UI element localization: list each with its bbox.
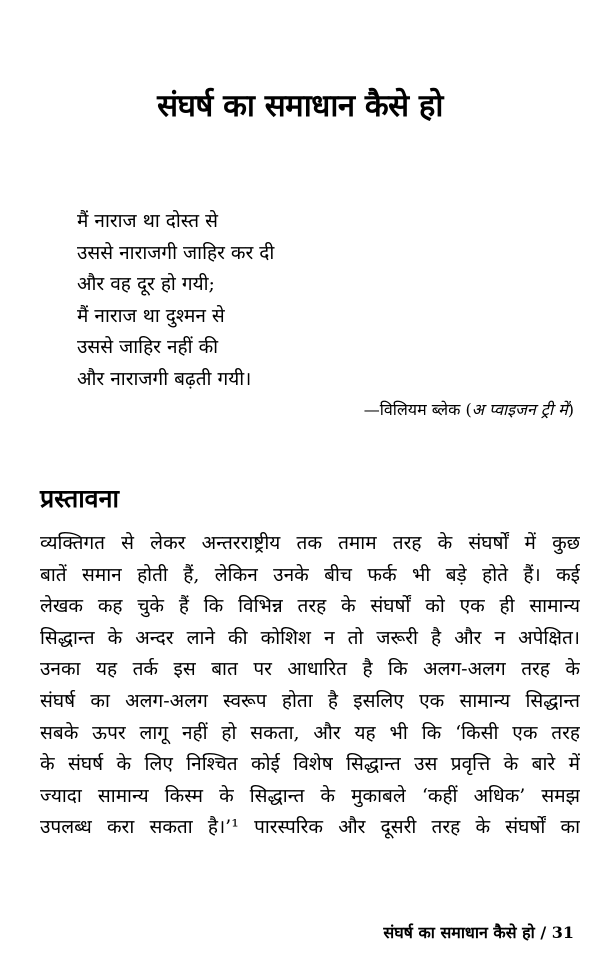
body-line: बातें समान होती हैं, लेकिन उनके बीच फर्क भी बड़े होते हैं। कई	[40, 563, 580, 586]
body-line: ज्यादा सामान्य किस्म के सिद्धान्त के मुकाबले ‘कहीं अधिक’ समझ	[40, 784, 580, 807]
poem-attribution	[364, 398, 574, 420]
attribution-close: )	[567, 400, 574, 419]
poem-line: मैं नाराज था दुश्मन से	[77, 304, 225, 327]
poem-line: और वह दूर हो गयी;	[77, 273, 215, 296]
poem-line: मैं नाराज था दोस्त से	[77, 210, 218, 232]
body-paragraph	[40, 528, 580, 844]
poem-line: उससे जाहिर नहीं की	[77, 336, 219, 359]
body-line: सिद्धान्त के अन्दर लाने की कोशिश न तो जरूरी है और न अपेक्षित।	[40, 626, 580, 649]
body-line: के संघर्ष के लिए निश्चित कोई विशेष सिद्धान्त उस प्रवृत्ति के बारे में	[40, 753, 580, 776]
body-line: सबके ऊपर लागू नहीं हो सकता, और यह भी कि ‘किसी एक तरह	[40, 721, 580, 744]
epigraph-poem	[77, 206, 537, 396]
body-line: लेखक कह चुके हैं कि विभिन्न तरह के संघर्षों को एक ही सामान्य	[40, 595, 580, 618]
page-footer: संघर्ष का समाधान कैसे हो / 31	[383, 923, 574, 942]
body-line: उपलब्ध करा सकता है।’¹ पारस्परिक और दूसरी तरह के संघर्षों का	[40, 816, 580, 839]
body-line: उनका यह तर्क इस बात पर आधारित है कि अलग-अलग तरह के	[40, 658, 580, 681]
poem-line: उससे नाराजगी जाहिर कर दी	[77, 241, 275, 264]
body-line: व्यक्तिगत से लेकर अन्तरराष्ट्रीय तक तमाम तरह के संघर्षों में कुछ	[40, 532, 580, 554]
attribution-work-title: अ प्वाइजन ट्री में	[471, 400, 568, 419]
section-heading: प्रस्तावना	[40, 484, 119, 513]
body-line: संघर्ष का अलग-अलग स्वरूप होता है इसलिए एक सामान्य सिद्धान्त	[40, 689, 580, 712]
attribution-author: —विलियम ब्लेक (	[363, 400, 472, 419]
chapter-title: संघर्ष का समाधान कैसे हो	[157, 88, 443, 124]
poem-line: और नाराजगी बढ़ती गयी।	[77, 367, 252, 390]
